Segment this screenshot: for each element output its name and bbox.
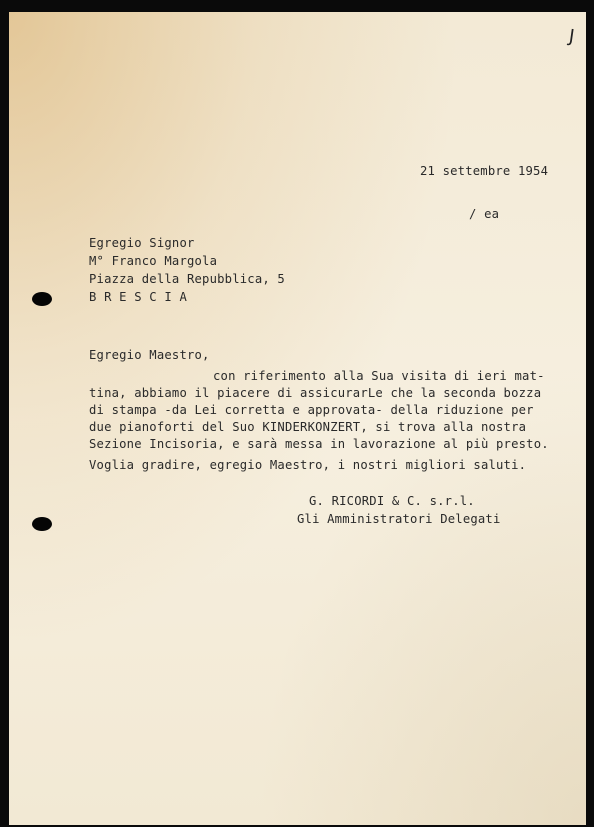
body-line: di stampa -da Lei corretta e approvata- della riduzione per	[89, 403, 534, 417]
signature-title: Gli Amministratori Delegati	[297, 512, 501, 526]
body-line: due pianoforti del Suo KINDERKONZERT, si trova alla nostra	[89, 420, 527, 434]
letter-reference: / ea	[469, 207, 500, 221]
signature-company: G. RICORDI & C. s.r.l.	[309, 494, 475, 508]
recipient-line: B R E S C I A	[89, 290, 187, 304]
body-line: tina, abbiamo il piacere di assicurarLe che la seconda bozza	[89, 386, 542, 400]
closing-line: Voglia gradire, egregio Maestro, i nostri migliori saluti.	[89, 458, 527, 472]
salutation: Egregio Maestro,	[89, 348, 210, 362]
body-line: Sezione Incisoria, e sarà messa in lavorazione al più presto.	[89, 437, 549, 451]
body-line: con riferimento alla Sua visita di ieri mat-	[213, 369, 545, 383]
recipient-line: Piazza della Repubblica, 5	[89, 272, 285, 286]
recipient-line: M° Franco Margola	[89, 254, 218, 268]
letter-date: 21 settembre 1954	[420, 164, 549, 178]
corner-handwritten-mark: J	[567, 25, 576, 48]
punch-hole-bottom	[32, 517, 52, 531]
letter-page	[9, 12, 586, 825]
recipient-line: Egregio Signor	[89, 236, 195, 250]
punch-hole-top	[32, 292, 52, 306]
